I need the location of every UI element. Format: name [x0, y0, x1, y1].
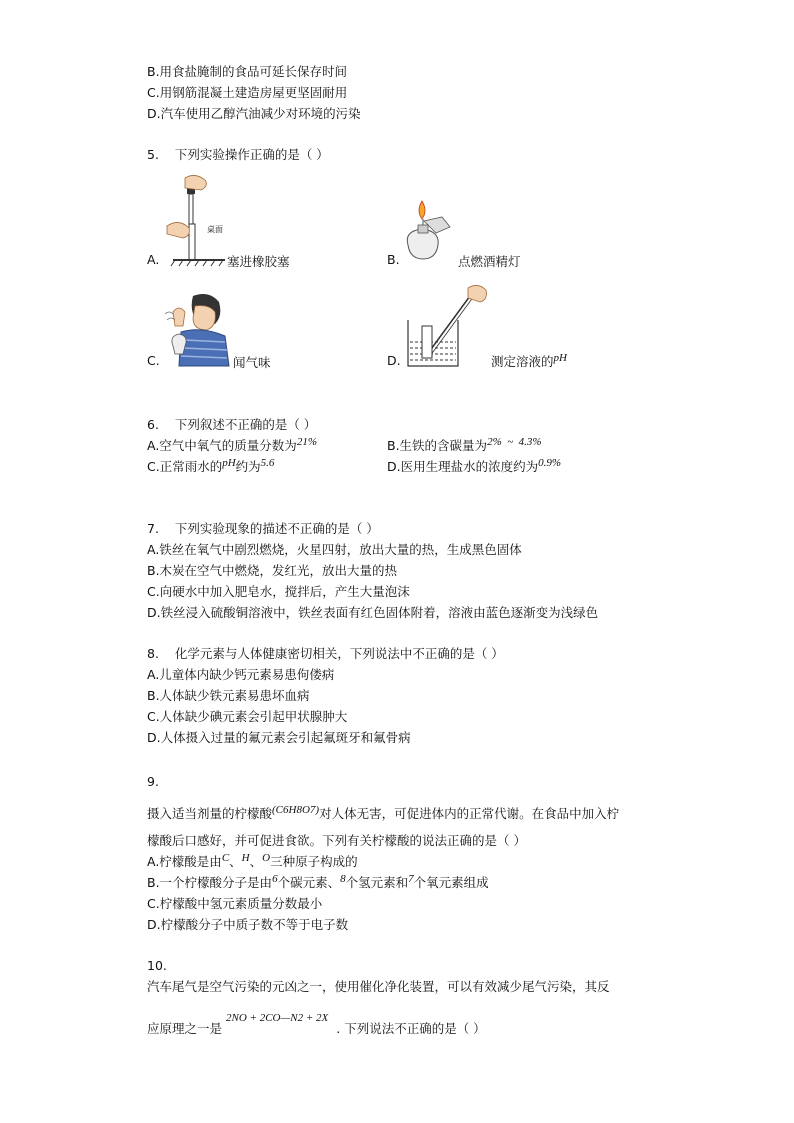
q7-stem: 7. 下列实验现象的描述不正确的是（ ） [147, 521, 379, 536]
q5-option-d-math: pH [553, 352, 567, 364]
q6-option-c-math-value: 5.6 [260, 457, 275, 469]
q6-option-c-text: C.正常雨水的 [147, 459, 223, 474]
q4-option-c: C.用钢筋混凝土建造房屋更坚固耐用 [147, 85, 348, 100]
q10-stem-line2-a: 应原理之一是 [147, 1021, 223, 1036]
q5-option-c-caption: 闻气味 [233, 355, 271, 370]
q6-stem: 6. 下列叙述不正确的是（ ） [147, 417, 317, 432]
q9-option-a-4: 三种原子构成的 [270, 854, 358, 869]
q5-option-b-letter: B. [387, 252, 400, 267]
q6-option-a [147, 438, 317, 455]
q9-stem-line1-b: 对人体无害，可促进体内的正常代谢。在食品中加入柠 [319, 806, 620, 821]
q5-option-a-figure-label: 桌面 [207, 225, 223, 234]
q5-option-d-caption-text: 测定溶液的 [491, 354, 554, 369]
q6-option-d-text: D.医用生理盐水的浓度约为 [387, 459, 539, 474]
q9-option-a-m1: C [221, 852, 230, 864]
q9-option-b-4: 个氧元素组成 [413, 875, 489, 890]
q9-stem-line2: 檬酸后口感好，并可促进食欲。下列有关柠檬酸的说法正确的是（ ） [147, 833, 526, 848]
q5-stem: 5. 下列实验操作正确的是（ ） [147, 147, 329, 162]
q9-option-a-m2: H [241, 852, 250, 864]
q9-option-b-3: 个氢元素和 [345, 875, 409, 890]
q10-stem-line1: 汽车尾气是空气污染的元凶之一，使用催化净化装置，可以有效减少尾气污染，其反 [147, 979, 610, 994]
q8-option-a: A.儿童体内缺少钙元素易患佝偻病 [147, 667, 335, 682]
q9-number: 9. [147, 774, 159, 789]
q9-option-a-1: A.柠檬酸是由 [147, 854, 222, 869]
q7-option-d: D.铁丝浸入硫酸铜溶液中，铁丝表面有红色固体附着，溶液由蓝色逐渐变为浅绿色 [147, 605, 599, 620]
q5-option-a-figure [163, 170, 229, 268]
q8-option-d: D.人体摄入过量的氟元素会引起氟斑牙和氟骨病 [147, 730, 411, 745]
q9-stem-line1 [147, 806, 619, 823]
q9-option-a-3: 、 [249, 854, 263, 869]
q9-option-c: C.柠檬酸中氢元素质量分数最小 [147, 896, 323, 911]
q5-option-a-caption: 塞进橡胶塞 [227, 254, 290, 269]
q6-option-a-math: 21% [296, 436, 317, 448]
q9-option-d: D.柠檬酸分子中质子数不等于电子数 [147, 917, 349, 932]
q9-option-a [147, 854, 358, 871]
q7-option-b: B.木炭在空气中燃烧，发红光，放出大量的热 [147, 563, 398, 578]
q9-option-b [147, 875, 489, 892]
q6-option-d-math: 0.9% [538, 457, 562, 469]
q4-option-b: B.用食盐腌制的食品可延长保存时间 [147, 64, 348, 79]
q7-option-a: A.铁丝在氧气中剧烈燃烧，火星四射，放出大量的热，生成黑色固体 [147, 542, 522, 557]
q5-option-c-letter: C. [147, 353, 160, 368]
q9-option-b-m3: 7 [408, 873, 414, 885]
q5-option-b-caption: 点燃酒精灯 [458, 254, 521, 269]
q9-option-b-2: 个碳元素、 [277, 875, 341, 890]
q6-option-a-text: A.空气中氧气的质量分数为 [147, 438, 297, 453]
q6-option-b-text: B.生铁的含碳量为 [387, 438, 488, 453]
q6-option-d [387, 459, 561, 476]
q6-option-c-text2: 约为 [235, 459, 261, 474]
q9-option-b-m1: 6 [272, 873, 278, 885]
q6-option-c [147, 459, 274, 476]
q9-option-a-2: 、 [229, 854, 242, 869]
q6-option-b [387, 438, 542, 455]
q5-option-c-figure [163, 292, 233, 368]
q8-stem: 8. 化学元素与人体健康密切相关，下列说法中不正确的是（ ） [147, 646, 504, 661]
q10-equation: 2NO + 2CO—N2 + 2X [226, 1012, 329, 1024]
q5-option-b-figure [402, 197, 454, 269]
q9-option-a-m3: O [262, 852, 271, 864]
q10-stem-line2 [147, 1012, 486, 1038]
q5-option-d-letter: D. [387, 353, 401, 368]
q9-formula: (C6H8O7) [272, 804, 320, 816]
q7-option-c: C.向硬水中加入肥皂水，搅拌后，产生大量泡沫 [147, 584, 410, 599]
q9-stem-line1-a: 摄入适当剂量的柠檬酸 [147, 806, 273, 821]
q5-option-a-letter: A. [147, 252, 160, 267]
q8-option-b: B.人体缺少铁元素易患坏血病 [147, 688, 310, 703]
q10-number: 10. [147, 958, 167, 973]
q8-option-c: C.人体缺少碘元素会引起甲状腺肿大 [147, 709, 348, 724]
q6-option-b-math: 2% ~ 4.3% [487, 436, 542, 448]
q4-option-d: D.汽车使用乙醇汽油减少对环境的污染 [147, 106, 361, 121]
q6-option-c-math-ph: pH [222, 457, 236, 469]
q9-option-b-m2: 8 [340, 873, 346, 885]
q5-option-d-caption [491, 352, 567, 370]
q10-stem-line2-b: . 下列说法不正确的是（ ） [336, 1021, 486, 1036]
q5-option-d-figure [404, 280, 490, 370]
q9-option-b-1: B.一个柠檬酸分子是由 [147, 875, 273, 890]
